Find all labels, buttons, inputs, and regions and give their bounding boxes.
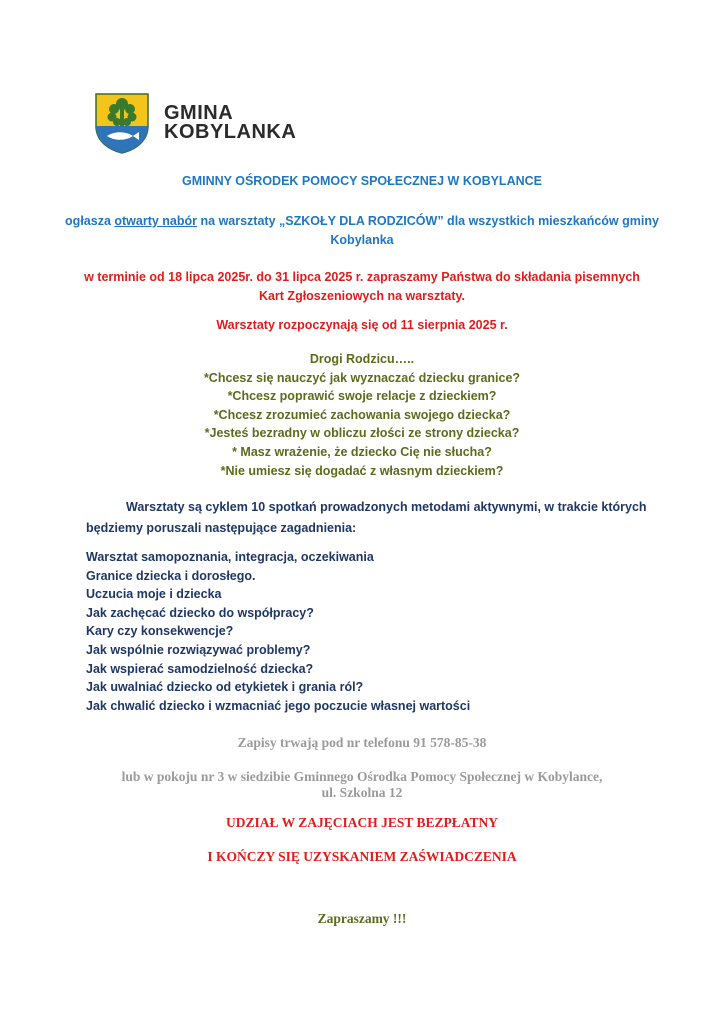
logo-line-1: GMINA bbox=[164, 102, 234, 124]
question-item: *Chcesz poprawić swoje relacje z dzieckiem? bbox=[227, 389, 497, 404]
phone-info: Zapisy trwają pod nr telefonu 91 578-85-38 bbox=[237, 735, 487, 750]
address-line-2: ul. Szkolna 12 bbox=[321, 785, 403, 800]
topic-item: Jak zachęcać dziecko do współpracy? bbox=[86, 605, 314, 620]
logo-wordmark bbox=[164, 104, 296, 142]
address-info bbox=[60, 769, 664, 801]
header-title: GMINNY OŚRODEK POMOCY SPOŁECZNEJ W KOBYLANCE bbox=[182, 174, 542, 188]
topic-item: Jak uwalniać dziecko od etykietek i grania ról? bbox=[86, 680, 364, 695]
announcement-line-1 bbox=[60, 212, 664, 231]
address-line-1: lub w pokoju nr 3 w siedzibie Gminnego Ośrodka Pomocy Społecznej w Kobylance, bbox=[121, 769, 603, 784]
topic-item: Jak chwalić dziecko i wzmacniać jego poczucie własnej wartości bbox=[86, 698, 471, 713]
topics-list bbox=[86, 548, 664, 715]
invitation: Zapraszamy !!! bbox=[317, 911, 407, 926]
intro-line-2: będziemy poruszali następujące zagadnienia: bbox=[86, 520, 357, 535]
question-item: * Masz wrażenie, że dziecko Cię nie słucha? bbox=[232, 444, 492, 459]
topic-item: Uczucia moje i dziecka bbox=[86, 587, 222, 602]
open-recruitment-text: otwarty nabór bbox=[114, 214, 198, 228]
intro-line-1: Warsztaty są cyklem 10 spotkań prowadzonych metodami aktywnymi, w trakcie których bbox=[126, 500, 647, 514]
topic-item: Jak wspierać samodzielność dziecka? bbox=[86, 661, 314, 676]
announcement-part-1: ogłasza bbox=[65, 214, 115, 228]
certificate-info: I KOŃCZY SIĘ UZYSKANIEM ZAŚWIADCZENIA bbox=[207, 849, 517, 864]
announcement-part-2: na warsztaty „SZKOŁY DLA RODZICÓW” dla wszystkich mieszkańców gminy bbox=[197, 214, 659, 228]
topic-item: Granice dziecka i dorosłego. bbox=[86, 568, 256, 583]
announcement-line-2: Kobylanka bbox=[330, 232, 394, 247]
topic-item: Kary czy konsekwencje? bbox=[86, 624, 234, 639]
question-item: *Chcesz się nauczyć jak wyznaczać dziecku granice? bbox=[203, 370, 521, 385]
term-line-1: w terminie od 18 lipca 2025r. do 31 lipca 2025 r. zapraszamy Państwa do składania pisemnych bbox=[84, 270, 640, 284]
question-item: Drogi Rodzicu….. bbox=[309, 352, 415, 366]
term-line-2: Kart Zgłoszeniowych na warsztaty. bbox=[258, 288, 466, 303]
question-item: *Jesteś bezradny w obliczu złości ze strony dziecka? bbox=[204, 426, 520, 441]
question-item: *Chcesz zrozumieć zachowania swojego dziecka? bbox=[213, 407, 511, 422]
questions-list bbox=[60, 350, 664, 480]
coat-of-arms-icon bbox=[94, 92, 150, 154]
intro-paragraph bbox=[86, 498, 664, 537]
term-paragraph bbox=[60, 268, 664, 305]
start-date: Warsztaty rozpoczynają się od 11 sierpnia 2025 r. bbox=[216, 318, 508, 332]
logo-line-2: KOBYLANKA bbox=[164, 121, 297, 143]
topic-item: Jak wspólnie rozwiązywać problemy? bbox=[86, 642, 311, 657]
gmina-logo bbox=[94, 92, 297, 154]
announcement bbox=[60, 212, 664, 249]
free-participation: UDZIAŁ W ZAJĘCIACH JEST BEZPŁATNY bbox=[225, 815, 499, 830]
topic-item: Warsztat samopoznania, integracja, oczekiwania bbox=[86, 550, 374, 564]
question-item: *Nie umiesz się dogadać z własnym dzieckiem? bbox=[220, 463, 504, 478]
